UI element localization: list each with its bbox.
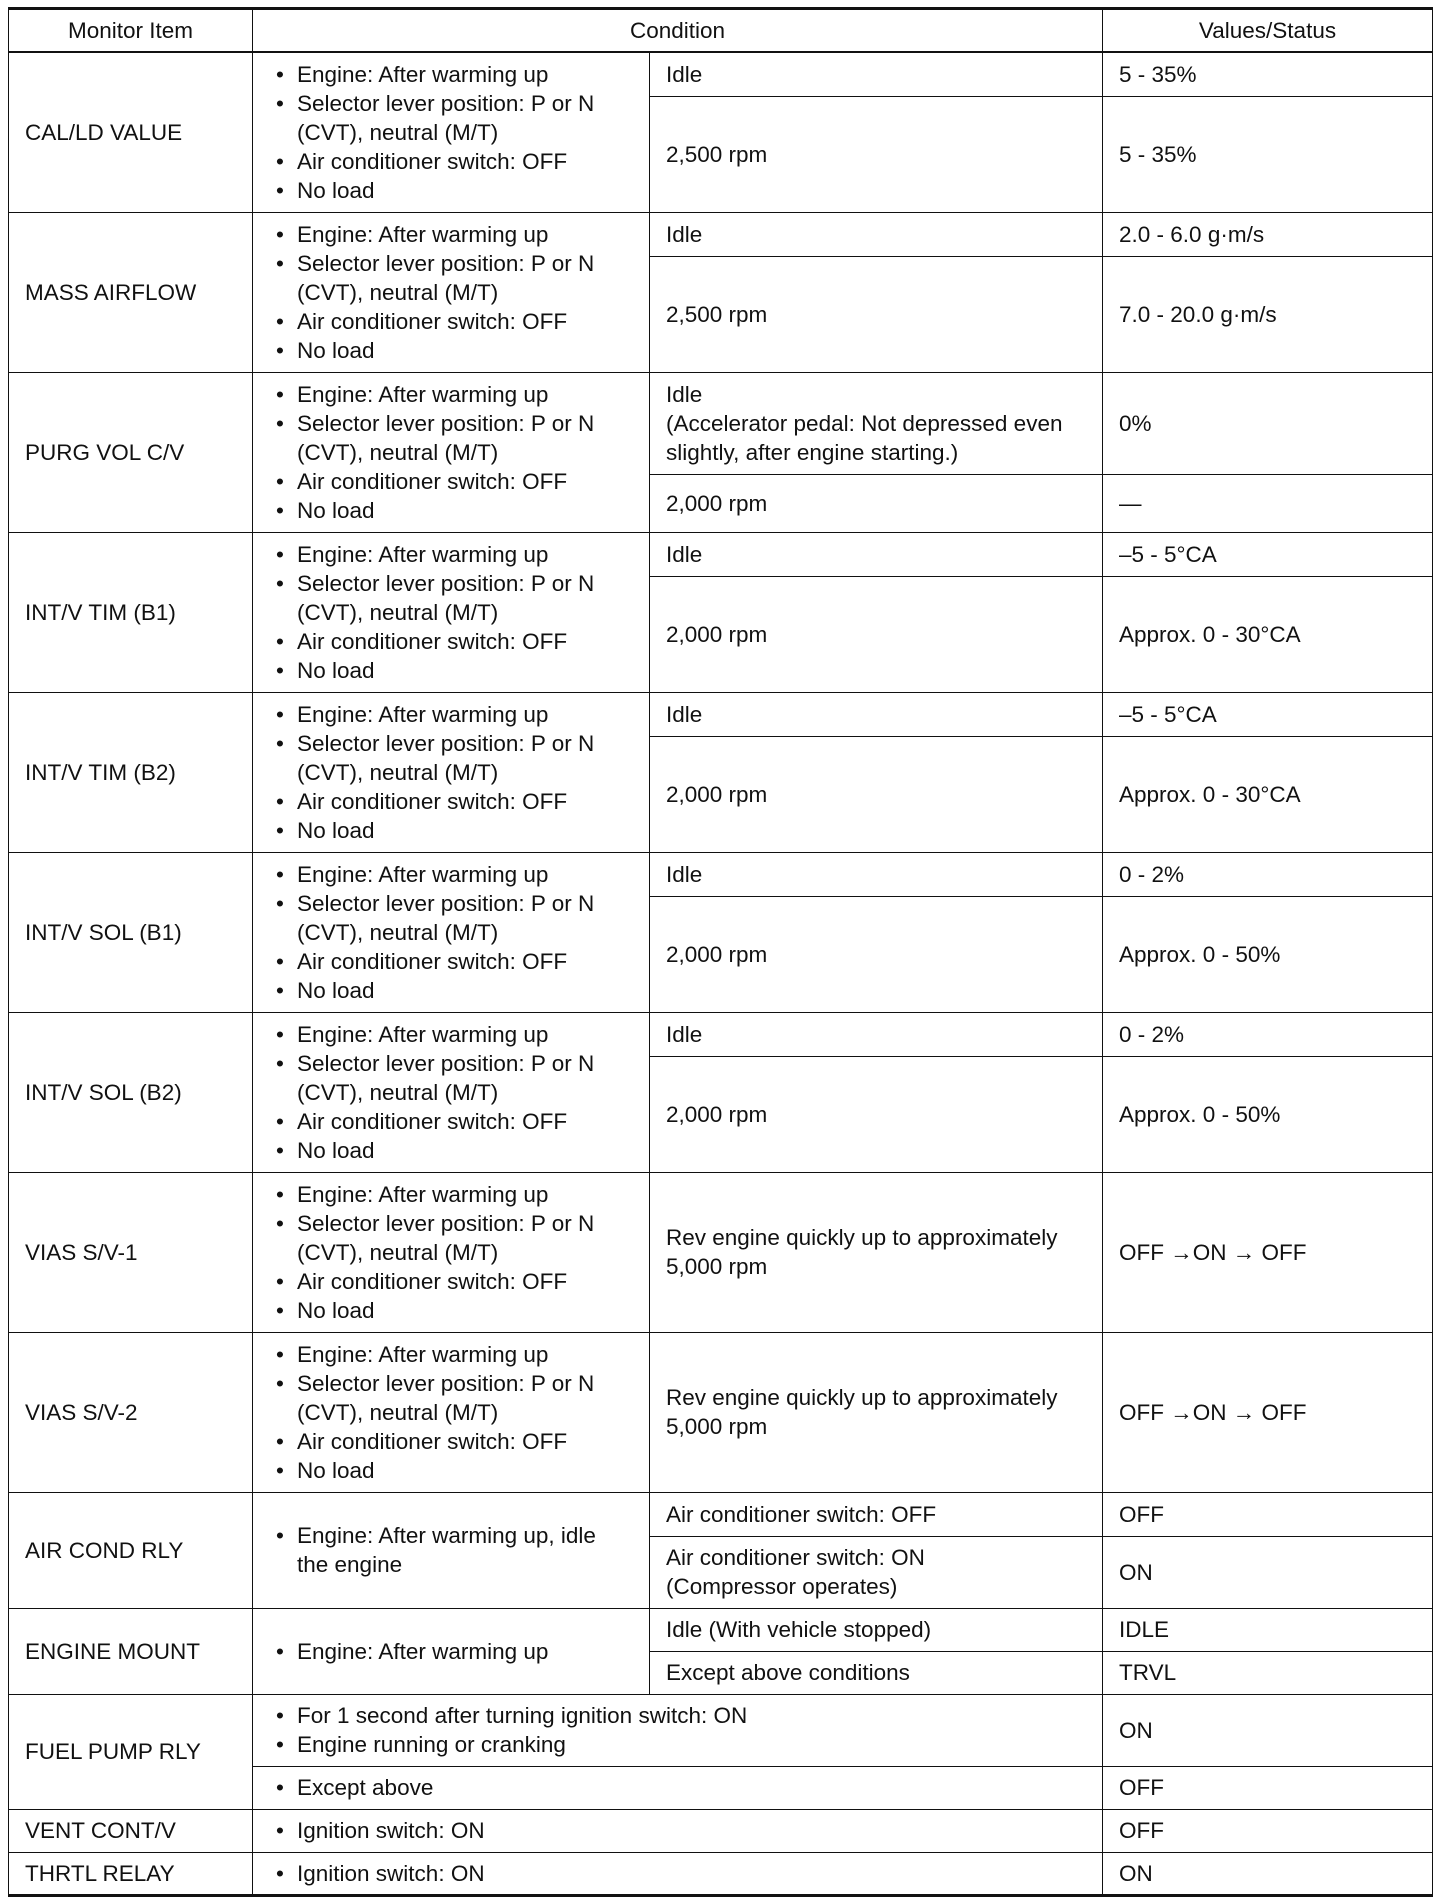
- monitor-item: INT/V TIM (B2): [9, 692, 253, 852]
- sub-condition: 2,000 rpm: [650, 736, 1103, 852]
- sub-condition: [650, 372, 1103, 474]
- value-status: Approx. 0 - 30°CA: [1103, 736, 1433, 852]
- bullet-item: • Engine: After warming up: [269, 540, 633, 569]
- monitor-item: AIR COND RLY: [9, 1492, 253, 1608]
- monitor-item: INT/V TIM (B1): [9, 532, 253, 692]
- bullet-item: • Except above: [269, 1773, 1086, 1802]
- value-status: —: [1103, 474, 1433, 532]
- table-row: [9, 52, 1433, 96]
- bullet-item: • Engine: After warming up: [269, 700, 633, 729]
- bullet-item: • No load: [269, 656, 633, 685]
- bullet-item: • Engine: After warming up: [269, 380, 633, 409]
- bullet-item: • Engine: After warming up: [269, 1180, 633, 1209]
- bullet-item: • Air conditioner switch: OFF: [269, 467, 633, 496]
- monitor-item: VENT CONT/V: [9, 1809, 253, 1852]
- condition-bullets: [253, 1809, 1103, 1852]
- condition-bullets: [253, 532, 650, 692]
- sub-condition: Rev engine quickly up to approximately 5,000 rpm: [650, 1332, 1103, 1492]
- table-header-row: [9, 9, 1433, 53]
- sub-condition: 2,000 rpm: [650, 896, 1103, 1012]
- bullet-item: • Air conditioner switch: OFF: [269, 627, 633, 656]
- condition-bullets: [253, 372, 650, 532]
- condition-bullets: [253, 1766, 1103, 1809]
- condition-bullets: [253, 1852, 1103, 1895]
- value-status: ON: [1103, 1852, 1433, 1895]
- bullet-item: • For 1 second after turning ignition switch: ON: [269, 1701, 1086, 1730]
- value-status: OFF: [1103, 1492, 1433, 1536]
- condition-bullets: [253, 852, 650, 1012]
- value-status: 5 - 35%: [1103, 96, 1433, 212]
- value-status: IDLE: [1103, 1608, 1433, 1651]
- table-row: [9, 852, 1433, 896]
- bullet-item: • No load: [269, 976, 633, 1005]
- table-row: [9, 372, 1433, 474]
- table-row: [9, 1694, 1433, 1766]
- bullet-item: • No load: [269, 336, 633, 365]
- bullet-item: • No load: [269, 1456, 633, 1485]
- value-status: 5 - 35%: [1103, 52, 1433, 96]
- bullet-item: • Selector lever position: P or N (CVT), neutral (M/T): [269, 249, 633, 307]
- sub-condition: Idle: [650, 52, 1103, 96]
- bullet-item: • Air conditioner switch: OFF: [269, 1267, 633, 1296]
- monitor-spec-table: [8, 7, 1433, 1897]
- value-status: ON: [1103, 1536, 1433, 1608]
- table-row: [9, 212, 1433, 256]
- condition-bullets: [253, 1608, 650, 1694]
- bullet-item: • Engine: After warming up: [269, 220, 633, 249]
- value-status: OFF: [1103, 1809, 1433, 1852]
- value-status: Approx. 0 - 50%: [1103, 896, 1433, 1012]
- condition-bullets: [253, 52, 650, 212]
- condition-bullets: [253, 212, 650, 372]
- monitor-item: MASS AIRFLOW: [9, 212, 253, 372]
- value-status: 0 - 2%: [1103, 1012, 1433, 1056]
- value-status: ON: [1103, 1694, 1433, 1766]
- condition-bullets: [253, 1012, 650, 1172]
- sub-condition: Idle: [650, 1012, 1103, 1056]
- sub-condition: Idle: [650, 212, 1103, 256]
- sub-condition: Idle: [650, 852, 1103, 896]
- table-row: [9, 1852, 1433, 1895]
- bullet-item: • No load: [269, 1296, 633, 1325]
- table-row: [9, 692, 1433, 736]
- bullet-item: • Selector lever position: P or N (CVT), neutral (M/T): [269, 409, 633, 467]
- sub-condition: Idle (With vehicle stopped): [650, 1608, 1103, 1651]
- monitor-item: FUEL PUMP RLY: [9, 1694, 253, 1809]
- value-status: TRVL: [1103, 1651, 1433, 1694]
- monitor-item: PURG VOL C/V: [9, 372, 253, 532]
- bullet-item: • Air conditioner switch: OFF: [269, 307, 633, 336]
- monitor-item: CAL/LD VALUE: [9, 52, 253, 212]
- value-status: 0%: [1103, 372, 1433, 474]
- monitor-item: THRTL RELAY: [9, 1852, 253, 1895]
- monitor-item: INT/V SOL (B1): [9, 852, 253, 1012]
- value-status: –5 - 5°CA: [1103, 532, 1433, 576]
- sub-condition: Except above conditions: [650, 1651, 1103, 1694]
- table-row: [9, 1332, 1433, 1492]
- monitor-item: VIAS S/V-1: [9, 1172, 253, 1332]
- bullet-item: • Selector lever position: P or N (CVT), neutral (M/T): [269, 569, 633, 627]
- monitor-item: ENGINE MOUNT: [9, 1608, 253, 1694]
- bullet-item: • Engine: After warming up: [269, 1340, 633, 1369]
- value-status: Approx. 0 - 30°CA: [1103, 576, 1433, 692]
- sub-condition: 2,000 rpm: [650, 576, 1103, 692]
- bullet-item: • Engine: After warming up: [269, 1637, 633, 1666]
- value-status: OFF →ON → OFF: [1103, 1332, 1433, 1492]
- bullet-item: • Ignition switch: ON: [269, 1816, 1086, 1845]
- bullet-item: • No load: [269, 1136, 633, 1165]
- sub-condition: 2,000 rpm: [650, 474, 1103, 532]
- header-values-status: Values/Status: [1103, 9, 1433, 53]
- bullet-item: • Engine: After warming up: [269, 1020, 633, 1049]
- bullet-item: • No load: [269, 176, 633, 205]
- sub-condition: Idle: [650, 692, 1103, 736]
- header-monitor-item: Monitor Item: [9, 9, 253, 53]
- bullet-item: • Air conditioner switch: OFF: [269, 1107, 633, 1136]
- bullet-item: • Selector lever position: P or N (CVT), neutral (M/T): [269, 1369, 633, 1427]
- value-status: –5 - 5°CA: [1103, 692, 1433, 736]
- sub-condition-line: Idle: [666, 381, 703, 407]
- table-row: [9, 1492, 1433, 1536]
- bullet-item: • Selector lever position: P or N (CVT), neutral (M/T): [269, 1049, 633, 1107]
- sub-condition: Air conditioner switch: OFF: [650, 1492, 1103, 1536]
- table-row: [9, 532, 1433, 576]
- bullet-item: • Selector lever position: P or N (CVT), neutral (M/T): [269, 889, 633, 947]
- condition-bullets: [253, 1492, 650, 1608]
- bullet-item: • Air conditioner switch: OFF: [269, 1427, 633, 1456]
- bullet-item: • Air conditioner switch: OFF: [269, 787, 633, 816]
- sub-condition-note: (Compressor operates): [666, 1574, 898, 1599]
- sub-condition: [650, 1536, 1103, 1608]
- bullet-item: • Engine: After warming up, idle the engine: [269, 1521, 633, 1579]
- value-status: OFF →ON → OFF: [1103, 1172, 1433, 1332]
- bullet-item: • Air conditioner switch: OFF: [269, 947, 633, 976]
- sub-condition-note: (Accelerator pedal: Not depressed even slightly, after engine starting.): [666, 410, 1063, 465]
- bullet-item: • Engine: After warming up: [269, 860, 633, 889]
- bullet-item: • Engine: After warming up: [269, 60, 633, 89]
- sub-condition: 2,000 rpm: [650, 1056, 1103, 1172]
- sub-condition-line: Air conditioner switch: ON: [666, 1545, 925, 1570]
- sub-condition: Rev engine quickly up to approximately 5,000 rpm: [650, 1172, 1103, 1332]
- bullet-item: • No load: [269, 816, 633, 845]
- bullet-item: • Engine running or cranking: [269, 1730, 1086, 1759]
- value-status: OFF: [1103, 1766, 1433, 1809]
- sub-condition: 2,500 rpm: [650, 96, 1103, 212]
- monitor-item: VIAS S/V-2: [9, 1332, 253, 1492]
- condition-bullets: [253, 1694, 1103, 1766]
- value-status: 2.0 - 6.0 g·m/s: [1103, 212, 1433, 256]
- bullet-item: • Air conditioner switch: OFF: [269, 147, 633, 176]
- table-row: [9, 1012, 1433, 1056]
- condition-bullets: [253, 692, 650, 852]
- header-condition: Condition: [253, 9, 1103, 53]
- monitor-item: INT/V SOL (B2): [9, 1012, 253, 1172]
- bullet-item: • Ignition switch: ON: [269, 1859, 1086, 1888]
- value-status: 0 - 2%: [1103, 852, 1433, 896]
- value-status: Approx. 0 - 50%: [1103, 1056, 1433, 1172]
- sub-condition: 2,500 rpm: [650, 256, 1103, 372]
- condition-bullets: [253, 1172, 650, 1332]
- condition-bullets: [253, 1332, 650, 1492]
- bullet-item: • Selector lever position: P or N (CVT), neutral (M/T): [269, 89, 633, 147]
- bullet-item: • Selector lever position: P or N (CVT), neutral (M/T): [269, 729, 633, 787]
- table-row: [9, 1608, 1433, 1651]
- table-row: [9, 1809, 1433, 1852]
- sub-condition: Idle: [650, 532, 1103, 576]
- bullet-item: • No load: [269, 496, 633, 525]
- bullet-item: • Selector lever position: P or N (CVT), neutral (M/T): [269, 1209, 633, 1267]
- table-row: [9, 1172, 1433, 1332]
- value-status: 7.0 - 20.0 g·m/s: [1103, 256, 1433, 372]
